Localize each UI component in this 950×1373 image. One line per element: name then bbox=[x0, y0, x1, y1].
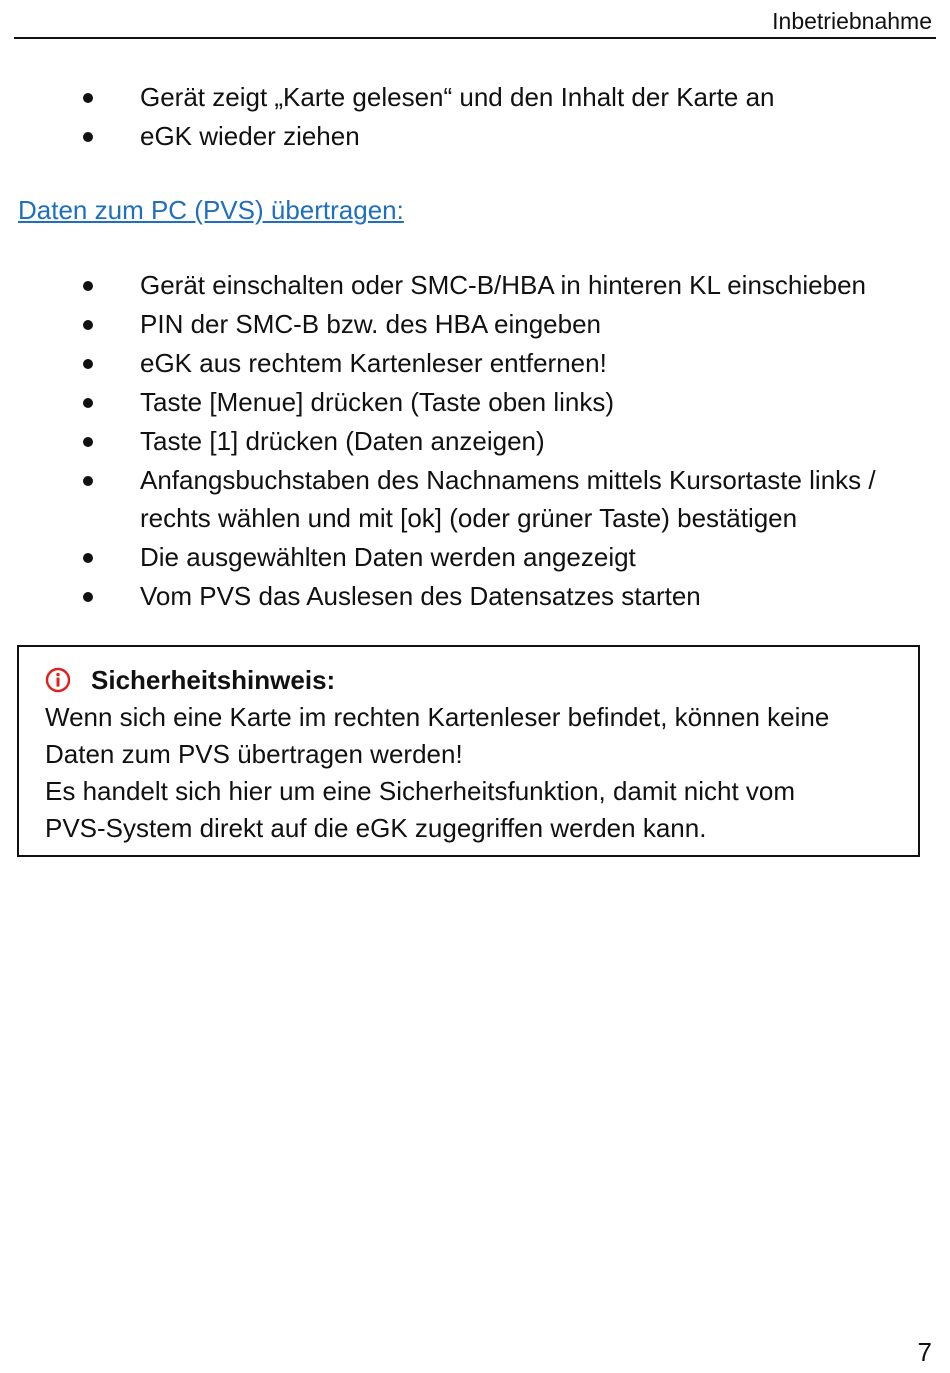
bullet-icon bbox=[83, 476, 93, 486]
bullet-icon bbox=[83, 437, 93, 447]
steps-bullet-list bbox=[0, 266, 950, 616]
list-item bbox=[0, 383, 950, 421]
notice-text-line: Es handelt sich hier um eine Sicherheitsfunktion, damit nicht vom bbox=[45, 776, 796, 806]
notice-text-line: Wenn sich eine Karte im rechten Kartenleser befindet, können keine bbox=[45, 702, 830, 732]
bullet-icon bbox=[83, 281, 93, 291]
list-item-text: Gerät einschalten oder SMC-B/HBA in hinteren KL einschieben bbox=[140, 270, 866, 300]
list-item-text: PIN der SMC-B bzw. des HBA eingeben bbox=[140, 309, 602, 339]
list-item bbox=[0, 344, 950, 382]
intro-bullet-list bbox=[0, 78, 950, 156]
bullet-icon bbox=[83, 359, 93, 369]
bullet-icon bbox=[83, 398, 93, 408]
list-item-text: Taste [1] drücken (Daten anzeigen) bbox=[140, 426, 545, 456]
bullet-icon bbox=[83, 553, 93, 563]
list-item bbox=[0, 305, 950, 343]
list-item-text: Vom PVS das Auslesen des Datensatzes starten bbox=[140, 581, 701, 611]
list-item-text: Die ausgewählten Daten werden angezeigt bbox=[140, 542, 636, 572]
list-item bbox=[0, 538, 950, 576]
page-number: 7 bbox=[917, 1337, 932, 1367]
notice-title-row bbox=[45, 661, 892, 699]
list-item-text: Taste [Menue] drücken (Taste oben links) bbox=[140, 387, 615, 417]
list-item-text: Anfangsbuchstaben des Nachnamens mittels Kursortaste links / rechts wählen und mit [ok] (oder grüner Taste) bestätigen bbox=[140, 465, 876, 533]
header-divider bbox=[14, 37, 936, 39]
list-item bbox=[0, 461, 950, 537]
running-header-title: Inbetriebnahme bbox=[772, 8, 932, 34]
bullet-icon bbox=[83, 93, 93, 103]
list-item-text: Gerät zeigt „Karte gelesen“ und den Inhalt der Karte an bbox=[140, 82, 775, 112]
list-item bbox=[0, 422, 950, 460]
list-item bbox=[0, 117, 950, 155]
safety-notice-box bbox=[17, 645, 920, 857]
notice-title: Sicherheitshinweis: bbox=[91, 665, 336, 695]
section-heading-link[interactable]: Daten zum PC (PVS) übertragen: bbox=[18, 195, 404, 225]
list-item-text: eGK aus rechtem Kartenleser entfernen! bbox=[140, 348, 607, 378]
list-item bbox=[0, 78, 950, 116]
notice-text-line: PVS-System direkt auf die eGK zugegriffen werden kann. bbox=[45, 813, 707, 843]
info-icon bbox=[45, 667, 71, 693]
list-item bbox=[0, 266, 950, 304]
notice-text-line: Daten zum PVS übertragen werden! bbox=[45, 739, 463, 769]
list-item bbox=[0, 577, 950, 615]
bullet-icon bbox=[83, 132, 93, 142]
list-item-text: eGK wieder ziehen bbox=[140, 121, 360, 151]
bullet-icon bbox=[83, 320, 93, 330]
bullet-icon bbox=[83, 592, 93, 602]
